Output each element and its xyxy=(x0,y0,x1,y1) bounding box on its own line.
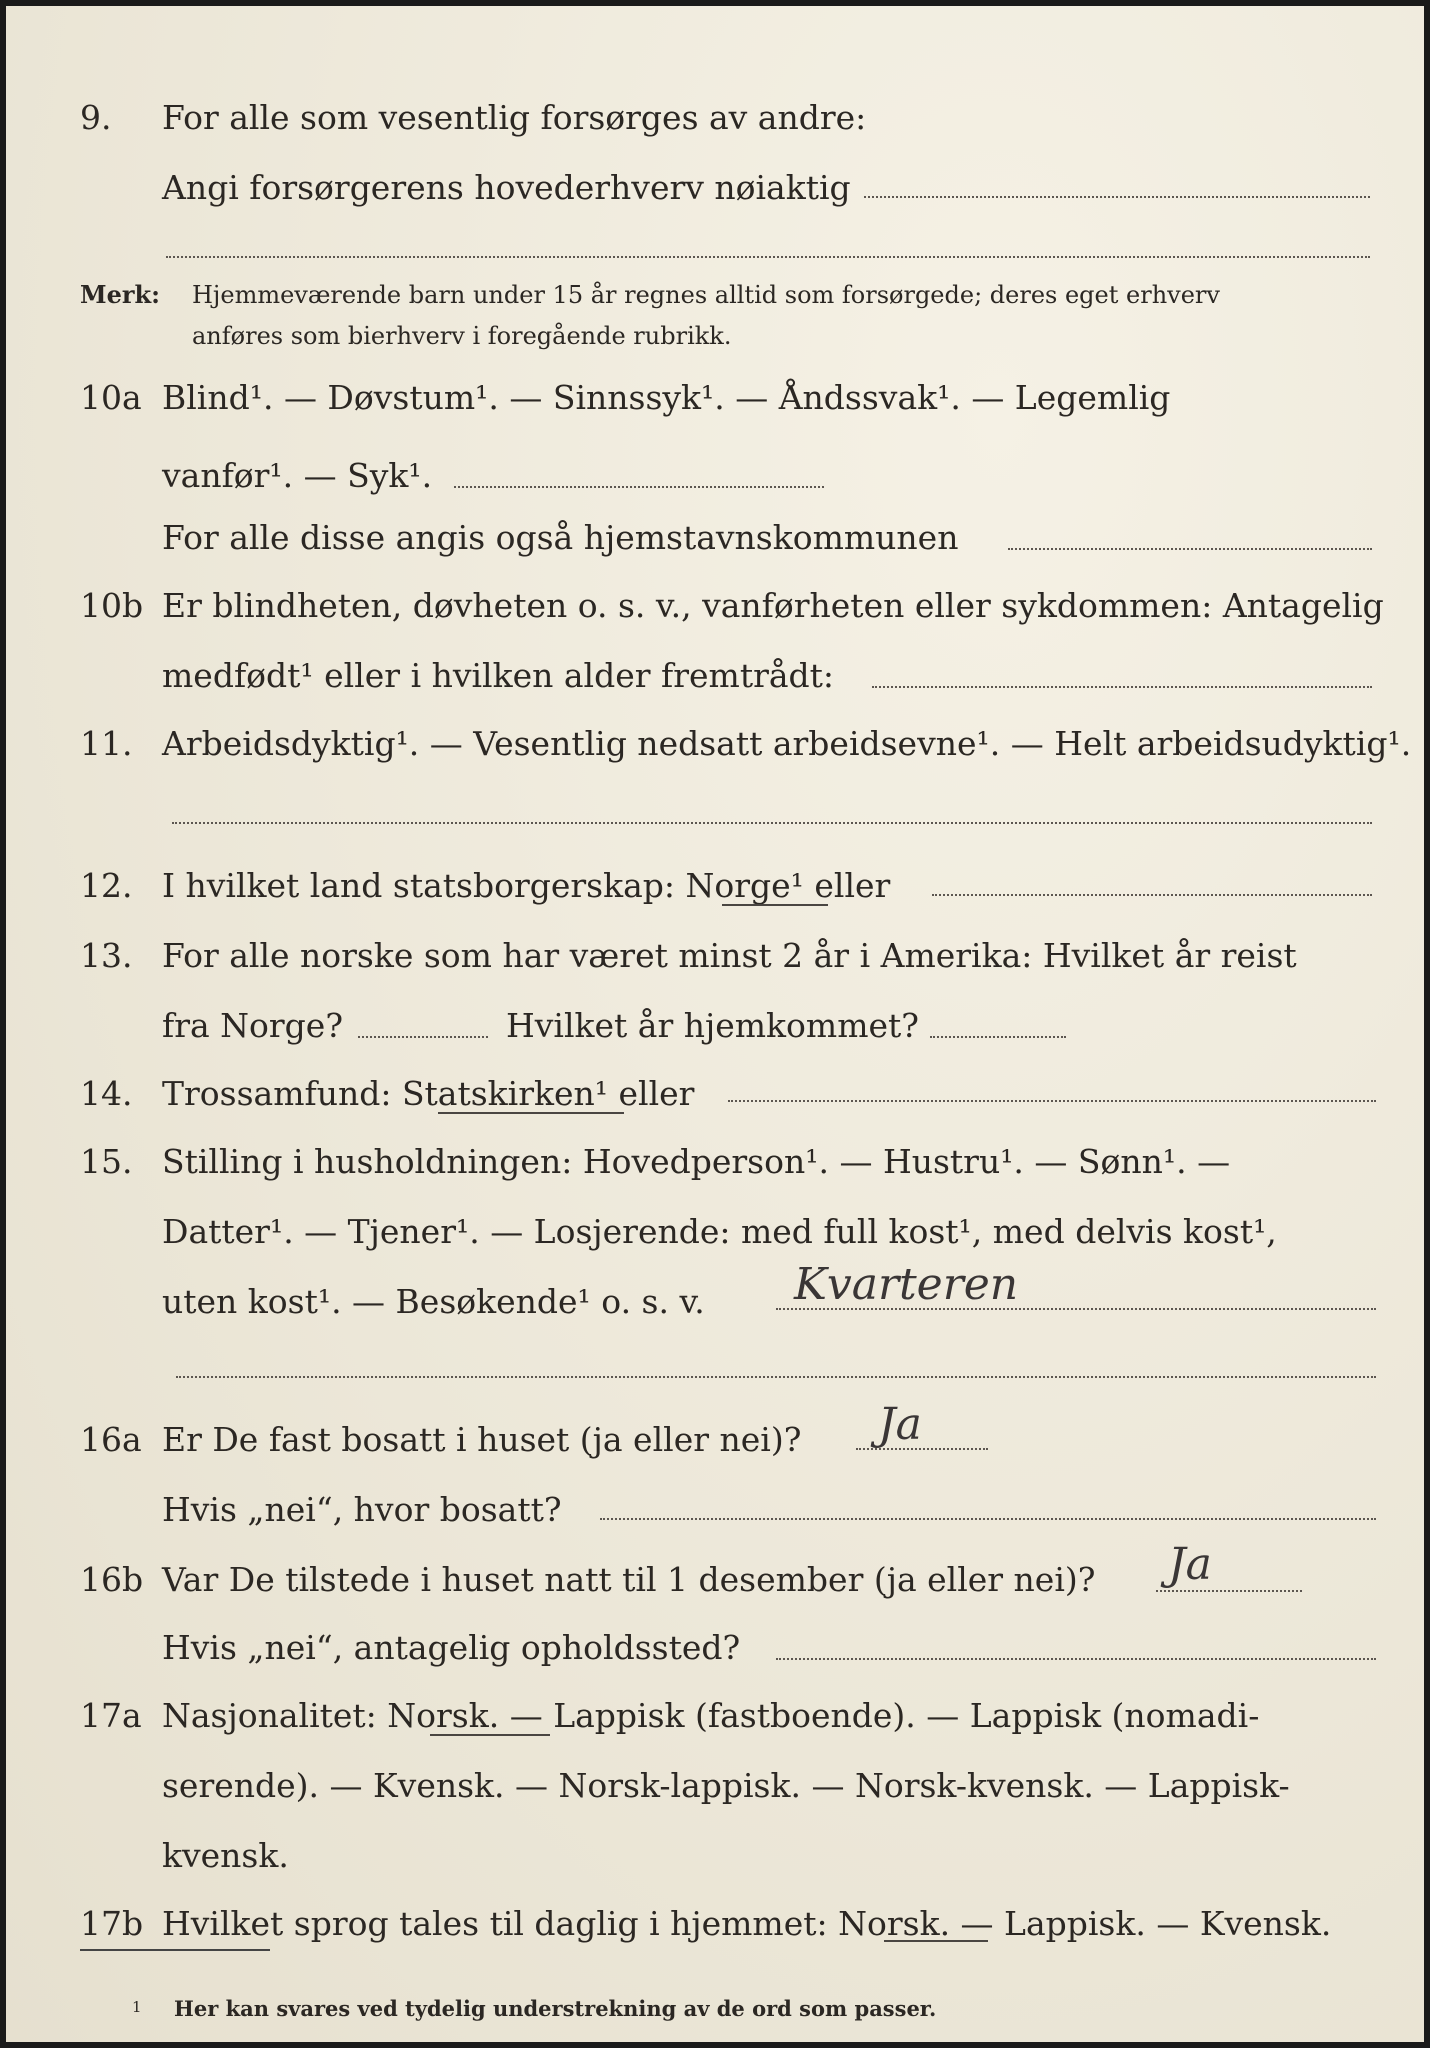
question-text: For alle disse angis også hjemstavnskommunen xyxy=(162,518,959,557)
answer-line[interactable] xyxy=(358,1036,488,1038)
answer-line[interactable] xyxy=(166,256,1370,258)
answer-line[interactable] xyxy=(172,822,1372,824)
question-text: I hvilket land statsborgerskap: Norge¹ eller xyxy=(162,866,891,905)
answer-underline-norge xyxy=(722,904,828,906)
question-number: 11. xyxy=(80,724,133,763)
question-subtext: Angi forsørgerens hovederhverv nøiaktig xyxy=(162,168,851,207)
question-text: kvensk. xyxy=(162,1836,289,1875)
answer-underline-statskirken xyxy=(438,1112,624,1114)
question-number: 17b xyxy=(80,1904,144,1943)
question-text: Hvis „nei“, hvor bosatt? xyxy=(162,1490,562,1529)
footnote-mark: 1 xyxy=(132,1998,142,2016)
answer-line[interactable] xyxy=(1008,548,1372,550)
answer-line[interactable] xyxy=(600,1518,1376,1520)
answer-underline-norsk xyxy=(884,1940,988,1942)
answer-line[interactable] xyxy=(776,1308,1376,1310)
question-text: For alle norske som har været minst 2 år i Amerika: Hvilket år reist xyxy=(162,936,1297,975)
question-text: Var De tilstede i huset natt til 1 desember (ja eller nei)? xyxy=(162,1560,1096,1599)
answer-line[interactable] xyxy=(776,1658,1376,1660)
question-text: Datter¹. — Tjener¹. — Losjerende: med full kost¹, med delvis kost¹, xyxy=(162,1212,1277,1251)
answer-line[interactable] xyxy=(728,1100,1376,1102)
question-number: 16b xyxy=(80,1560,144,1599)
note-label: Merk: xyxy=(80,280,160,309)
question-text: Hvilket sprog tales til daglig i hjemmet: Norsk. — Lappisk. — Kvensk. xyxy=(162,1904,1332,1943)
question-number: 10a xyxy=(80,378,142,417)
question-number: 14. xyxy=(80,1074,133,1113)
answer-line[interactable] xyxy=(454,486,824,488)
question-number: 13. xyxy=(80,936,133,975)
question-text: medfødt¹ eller i hvilken alder fremtrådt: xyxy=(162,656,835,695)
question-text: Er De fast bosatt i huset (ja eller nei)? xyxy=(162,1420,802,1459)
question-text: serende). — Kvensk. — Norsk-lappisk. — Norsk-kvensk. — Lappisk- xyxy=(162,1766,1290,1805)
question-text: Er blindheten, døvheten o. s. v., vanførheten eller sykdommen: Antagelig xyxy=(162,586,1384,625)
question-text: fra Norge? xyxy=(162,1006,344,1045)
answer-line[interactable] xyxy=(176,1376,1376,1378)
note-line: Hjemmeværende barn under 15 år regnes alltid som forsørgede; deres eget erhverv xyxy=(192,281,1220,309)
answer-line[interactable] xyxy=(856,1448,988,1450)
question-number: 9. xyxy=(80,98,112,137)
question-number: 16a xyxy=(80,1420,142,1459)
answer-line[interactable] xyxy=(932,894,1372,896)
footnote-rule xyxy=(80,1949,270,1951)
handwritten-answer: Ja xyxy=(1168,1539,1212,1590)
answer-line[interactable] xyxy=(864,196,1370,198)
footnote-text: Her kan svares ved tydelig understrekning av de ord som passer. xyxy=(174,1996,937,2021)
handwritten-answer: Kvarteren xyxy=(794,1259,1019,1310)
question-number: 15. xyxy=(80,1142,133,1181)
question-text: Hvis „nei“, antagelig opholdssted? xyxy=(162,1628,741,1667)
question-number: 10b xyxy=(80,586,144,625)
question-text: Arbeidsdyktig¹. — Vesentlig nedsatt arbeidsevne¹. — Helt arbeidsudyktig¹. xyxy=(162,724,1412,763)
answer-underline-norsk xyxy=(430,1734,550,1736)
note-line: anføres som bierhverv i foregående rubrikk. xyxy=(192,322,732,350)
handwritten-answer: Ja xyxy=(878,1399,922,1450)
question-number: 12. xyxy=(80,866,133,905)
answer-line[interactable] xyxy=(1156,1590,1302,1592)
question-text: Nasjonalitet: Norsk. — Lappisk (fastboende). — Lappisk (nomadi- xyxy=(162,1696,1260,1735)
question-text: For alle som vesentlig forsørges av andre: xyxy=(162,98,867,137)
census-form-page xyxy=(6,6,1424,2042)
question-text: uten kost¹. — Besøkende¹ o. s. v. xyxy=(162,1282,705,1321)
question-text: Stilling i husholdningen: Hovedperson¹. — Hustru¹. — Sønn¹. — xyxy=(162,1142,1231,1181)
question-text: Blind¹. — Døvstum¹. — Sinnssyk¹. — Åndssvak¹. — Legemlig xyxy=(162,378,1171,417)
question-number: 17a xyxy=(80,1696,142,1735)
answer-line[interactable] xyxy=(872,686,1372,688)
question-text: Hvilket år hjemkommet? xyxy=(506,1006,919,1045)
question-text: Trossamfund: Statskirken¹ eller xyxy=(162,1074,695,1113)
answer-line[interactable] xyxy=(930,1036,1066,1038)
question-text: vanfør¹. — Syk¹. xyxy=(162,456,433,495)
